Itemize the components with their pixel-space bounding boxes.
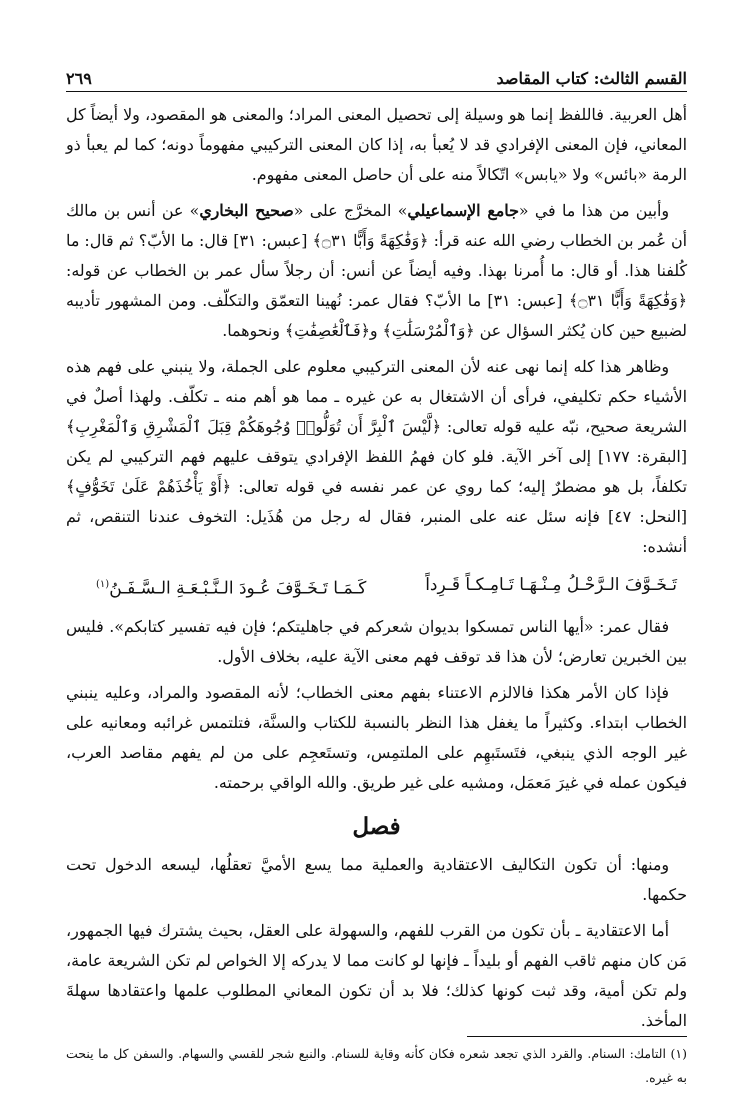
verse-first-hemistich [425, 570, 677, 604]
running-title: القسم الثالث: كتاب المقاصد [496, 69, 687, 88]
paragraph-2 [66, 196, 687, 346]
poetry-verse [66, 562, 687, 612]
section-heading: فصل [352, 812, 401, 840]
book-title-bukhari: صحيح البخاري [199, 201, 294, 220]
paragraph-2-mid: » المخرَّج على « [293, 201, 408, 220]
paragraph-4: فقال عمر: «أيها الناس تمسكوا بديوان شعركم في جاهليتكم؛ فإن فيه تفسير كتابكم». فليس بين الخبرين تعارض؛ لأن هذا قد توقف فهم معنى الآية عليه، بخلاف الأول. [66, 616, 687, 666]
paragraph-3: وظاهر هذا كله إنما نهى عنه لأن المعنى التركيبي معلوم على الجملة، ولا ينبني على فهم هذه الأشياء حكم تكليفي، فرأى أن الاشتغال به عن غيره ـ مما هو أهم منه ـ تكلّف. ولهذا أصلٌ في الشريعة صحيح، نبّه عليه قوله تعالى: ﴿لَّيْسَ ٱلْبِرَّ أَن تُوَلُّوا۟ وُجُوهَكُمْ قِبَلَ ٱلْمَشْرِقِ وَٱلْمَغْرِبِ﴾ [البقرة: ١٧٧] إلى آخر الآية. فلو كان فهمُ اللفظ الإفرادي يتوقف عليهم فهم التركيبي لم يكن تكلفاً، بل هو مضطرٌ إليه؛ كما روي عن عمر نفسه في قوله تعالى: ﴿أَوْ يَأْخُذَهُمْ عَلَىٰ تَخَوُّفٍ﴾ [النحل: ٤٧] فإنه سئل عنه على المنبر، فقال له رجل من هُذَيل: التخوف عندنا التنقص، ثم أنشده: [66, 357, 687, 556]
paragraph-5: فإذا كان الأمر هكذا فالالزم الاعتناء بفهم معنى الخطاب؛ لأنه المقصود والمراد، وعليه ينبني الخطاب ابتداء. وكثيراً ما يغفل هذا النظر بالنسبة للكتاب والسنَّة، فتلتمس غرائبه ومعانيه على غير الوجه الذي ينبغي، فتَستَبهِم على الملتمِس، وتستَعجِم على من لم يفهم مقاصد العرب، فيكون عمله في غيرَ مَعمَل، ومشيه على غير طريق. والله الواقي برحمته. [66, 682, 687, 792]
verse-second-hemistich [96, 570, 366, 604]
paragraph-2-start: وأبين من هذا ما في « [518, 201, 670, 220]
footnote-divider [467, 1036, 687, 1037]
paragraph-7: أما الاعتقادية ـ بأن تكون من القرب للفهم، والسهولة على العقل، بحيث يشترك فيها الجمهور، مَن كان منهم ثاقب الفهم أو بليداً ـ فإنها لو كانت مما لا يدركه إلا الخواص لم تكن الشريعة عامة، ولم تكن أمية، وقد ثبت كونها كذلك؛ فلا بد أن تكون المعاني المطلوب علمها واعتقادها سهلةَ المأخذ. [66, 920, 687, 1030]
verse-right-text: تَـخَـوَّفَ الـرَّحْـلُ مِـنْـهَـا تَـامِـكـاً قَـرِداً [425, 575, 677, 595]
page-body [66, 100, 687, 1036]
footnote: (١) التامك: السنام. والقرد الذي تجعد شعره فكان كأنه وقاية للسنام. والنبع شجر للقسي والسهام. والسفن كل ما ينحت به غيره. [66, 1046, 687, 1085]
verse-footnote-marker: (١) [96, 579, 110, 590]
paragraph-6: ومنها: أن تكون التكاليف الاعتقادية والعملية مما يسع الأميَّ تعقلُها، ليسعه الدخول تحت حكمها. [66, 854, 687, 904]
paragraph-2-rest: » عن أنس بن مالك أن عُمر بن الخطاب رضي الله عنه قرأ: ﴿وَفَٰكِهَةً وَأَبًّا ۝٣١﴾ [عبس: ٣١] قال: ما الأبّ؟ ثم قال: ما كُلفنا هذا. أو قال: ما أُمرنا بهذا. وفيه أيضاً عن أنس: أن رجلاً سأل عمر بن الخطاب عن قوله: ﴿وَفَٰكِهَةً وَأَبًّا ۝٣١﴾ [عبس: ٣١] ما الأبّ؟ فقال عمر: نُهينا التعمّق والتكلّف. ومن المشهور تأديبه لضبيع حين كان يُكثر السؤال عن ﴿وَٱلْمُرْسَلَٰتِ﴾ و﴿فَٱلْعَٰصِفَٰتِ﴾ ونحوهما. [66, 201, 688, 340]
book-title-ismaili: جامع الإسماعيلي [407, 201, 519, 220]
page-header [66, 58, 687, 92]
paragraph-1: أهل العربية. فاللفظ إنما هو وسيلة إلى تحصيل المعنى المراد؛ والمعنى هو المقصود، ولا أيضاً كل المعاني، فإن المعنى الإفرادي قد لا يُعبأ به، إذا كان المعنى التركيبي مفهوماً دونه؛ كما لم يعبأ ذو الرمة «بائس» ولا «يابس» اتّكالاً منه على أن حاصل المعنى مفهوم. [66, 105, 687, 184]
verse-left-text: كَـمَـا تَـخَـوَّفَ عُـودَ الـنَّـبْـعَـةِ الـسَّـفَـنُ [109, 578, 367, 599]
page-number: ٢٦٩ [66, 69, 92, 88]
